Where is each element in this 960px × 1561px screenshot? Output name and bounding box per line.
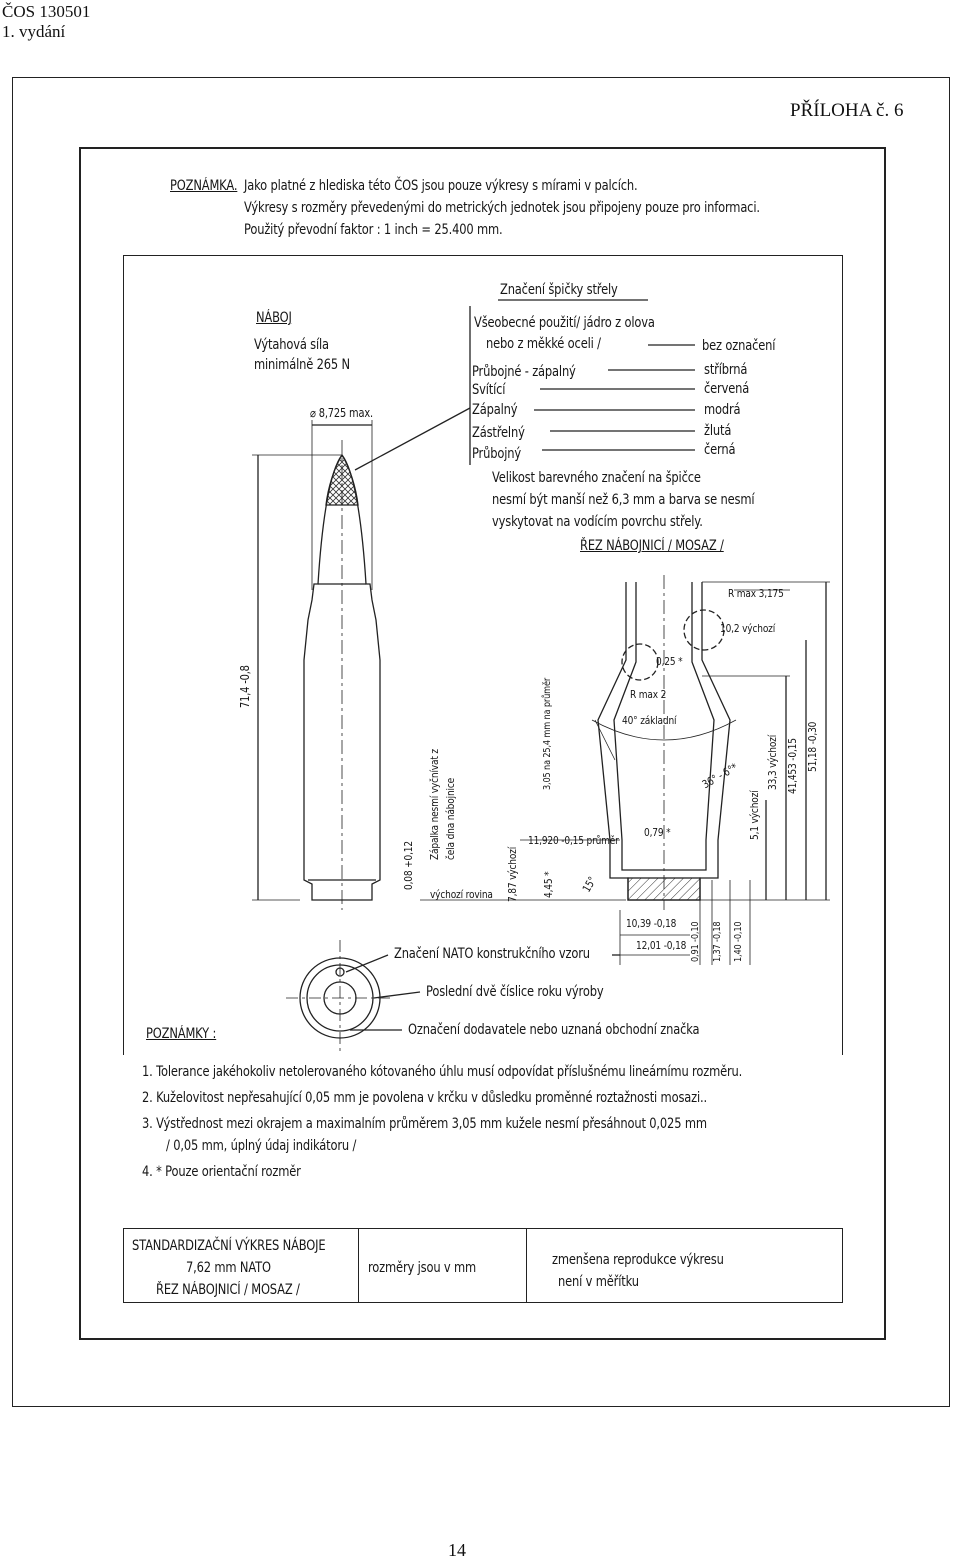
note-2: 2. Kuželovitost nepřesahující 0,05 mm je povolena v krčku v důsledku proměnné roztažnosti mosazi.. xyxy=(142,1090,707,1106)
dim-5-1: 5,1 výchozí xyxy=(748,790,761,840)
base-plane-label: výchozí rovina xyxy=(430,888,493,901)
note-4: 4. * Pouze orientační rozměr xyxy=(142,1164,301,1180)
tip-item-name: Zástřelný xyxy=(472,425,525,441)
note-line-2: Výkresy s rozměry převedenými do metrických jednotek jsou připojeny pouze pro informaci. xyxy=(244,200,760,216)
tip-soft-steel: nebo z měkké oceli / xyxy=(486,336,601,352)
dim-3-05: 3,05 na 25,4 mm na průměr xyxy=(542,677,553,790)
title-scale-note-2: není v měřítku xyxy=(558,1274,639,1290)
dim-0-79: 0,79 * xyxy=(644,826,671,839)
dim-10-2: 10,2 výchozí xyxy=(720,622,776,635)
case-section-title: ŘEZ NÁBOJNICÍ / MOSAZ / xyxy=(580,538,724,554)
dim-0-25: 0,25 * xyxy=(656,655,683,668)
pull-force-value: minimálně 265 N xyxy=(254,357,350,373)
dim-11-920: 11,920 -0,15 průměr xyxy=(528,834,619,847)
dim-51-18: 51,18 -0,30 xyxy=(806,721,819,772)
note-line-1: Jako platné z hlediska této ČOS jsou pouze výkresy s mírami v palcích. xyxy=(244,178,638,194)
edition: 1. vydání xyxy=(2,22,66,41)
primer-dim: 0,08 +0,12 xyxy=(402,841,415,890)
r-max-label: R max 3,175 xyxy=(728,587,784,600)
dim-1-40: 1,40 -0,10 xyxy=(733,921,744,962)
title-block-divider xyxy=(358,1229,359,1302)
tip-item-color: černá xyxy=(704,442,736,458)
length-dim: 71,4 -0,8 xyxy=(238,665,252,708)
angle-40: 40° základní xyxy=(622,714,677,727)
tip-no-marking: bez označení xyxy=(702,338,776,354)
dim-1-37: 1,37 -0,18 xyxy=(712,921,723,962)
tip-general-use: Všeobecné použití/ jádro z olova xyxy=(474,315,655,331)
base-mark-nato: Značení NATO konstrukčního vzoru xyxy=(394,946,590,962)
title-section: ŘEZ NÁBOJNICÍ / MOSAZ / xyxy=(156,1282,300,1298)
note-3b: / 0,05 mm, úplný údaj indikátoru / xyxy=(166,1138,357,1154)
tip-item-name: Průbojný xyxy=(472,446,521,462)
cartridge-title: NÁBOJ xyxy=(256,310,292,326)
tip-item-color: modrá xyxy=(704,402,741,418)
note-line-3: Použitý převodní faktor : 1 inch = 25.400 mm. xyxy=(244,222,503,238)
tip-item-color: červená xyxy=(704,381,750,397)
pull-force-label: Výtahová síla xyxy=(254,337,329,353)
dim-0-91: 0,91 -0,10 xyxy=(690,921,701,962)
dim-33-3: 33,3 výchozí xyxy=(766,734,779,790)
title-units: rozměry jsou v mm xyxy=(368,1260,477,1276)
angle-15: 15° xyxy=(580,874,600,895)
note-1: 1. Tolerance jakéhokoliv netolerovaného kótovaného úhlu musí odpovídat příslušnému lineárnímu rozměru. xyxy=(142,1064,743,1080)
primer-note-2: čela dna nábojnice xyxy=(444,777,457,860)
notes-label: POZNÁMKY : xyxy=(146,1026,217,1042)
page-number: 14 xyxy=(448,1540,466,1560)
diameter-dim: ⌀ 8,725 max. xyxy=(310,406,373,420)
tip-item-name: Zápalný xyxy=(472,402,518,418)
primer-note-1: Zápalka nesmí vyčnívat z xyxy=(428,749,441,860)
note-3a: 3. Výstřednost mezi okrajem a maximalním průměrem 3,05 mm kužele nesmí přesáhnout 0,025 mm xyxy=(142,1116,707,1132)
r-max-2: R max 2 xyxy=(630,688,667,701)
annex-title: PŘÍLOHA č. 6 xyxy=(790,100,904,121)
tip-item-name: Průbojné - zápalný xyxy=(472,364,576,380)
note-label: POZNÁMKA. xyxy=(170,178,238,194)
standard-number: ČOS 130501 xyxy=(2,2,91,21)
dim-4-45: 4,45 * xyxy=(542,871,555,898)
angle-36: 36° - 6°* xyxy=(700,760,740,792)
title-caliber: 7,62 mm NATO xyxy=(186,1260,271,1276)
tip-marking-title: Značení špičky střely xyxy=(500,282,618,298)
tip-note-1: Velikost barevného značení na špičce xyxy=(492,470,701,486)
tip-note-3: vyskytovat na vodícím povrchu střely. xyxy=(492,514,703,530)
dim-7-87: 7,87 výchozí xyxy=(506,846,519,902)
base-mark-year: Poslední dvě číslice roku výroby xyxy=(426,984,604,1000)
dim-12-01: 12,01 -0,18 xyxy=(636,939,687,952)
title-standard-drawing: STANDARDIZAČNÍ VÝKRES NÁBOJE xyxy=(132,1238,326,1254)
tip-item-color: stříbrná xyxy=(704,362,748,378)
dim-10-39: 10,39 -0,18 xyxy=(626,917,677,930)
title-block-divider xyxy=(526,1229,527,1302)
dim-41-453: 41,453 -0,15 xyxy=(786,738,799,794)
tip-item-name: Svítící xyxy=(472,382,506,398)
tip-note-2: nesmí být manší než 6,3 mm a barva se nesmí xyxy=(492,492,755,508)
base-mark-supplier: Označení dodavatele nebo uznaná obchodní značka xyxy=(408,1022,700,1038)
title-scale-note-1: zmenšena reprodukce výkresu xyxy=(552,1252,724,1268)
tip-item-color: žlutá xyxy=(704,423,732,439)
